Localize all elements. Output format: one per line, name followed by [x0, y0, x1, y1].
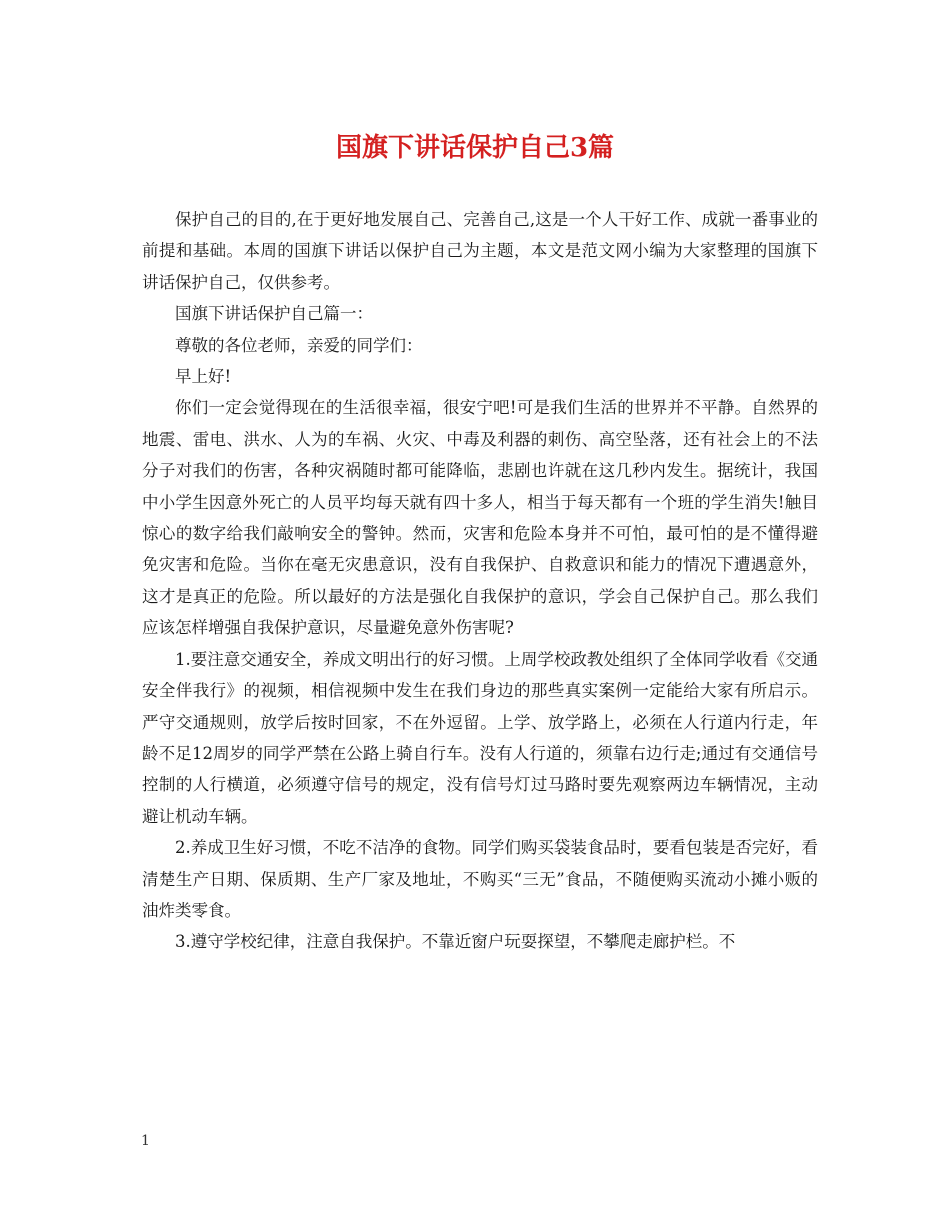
paragraph-intro: 保护自己的目的,在于更好地发展自己、完善自己,这是一个人干好工作、成就一番事业的前提和基础。本周的国旗下讲话以保护自己为主题，本文是范文网小编为大家整理的国旗下讲话保护自己，仅供参考。	[142, 210, 818, 292]
document-body	[142, 204, 818, 958]
paragraph-main: 你们一定会觉得现在的生活很幸福，很安宁吧!可是我们生活的世界并不平静。自然界的地震、雷电、洪水、人为的车祸、火灾、中毒及利器的刺伤、高空坠落，还有社会上的不法分子对我们的伤害，各种灾祸随时都可能降临，悲剧也许就在这几秒内发生。据统计，我国中小学生因意外死亡的人员平均每天就有四十多人，相当于每天都有一个班的学生消失!触目惊心的数字给我们敲响安全的警钟。然而，灾害和危险本身并不可怕，最可怕的是不懂得避免灾害和危险。当你在毫无灾患意识，没有自我保护、自救意识和能力的情况下遭遇意外，这才是真正的危险。所以最好的方法是强化自我保护的意识，学会自己保护自己。那么我们应该怎样增强自我保护意识，尽量避免意外伤害呢?	[142, 398, 818, 638]
paragraph-salutation: 尊敬的各位老师，亲爱的同学们：	[175, 335, 423, 355]
page-number: 1	[141, 1133, 150, 1149]
paragraph-point-2: 2.养成卫生好习惯，不吃不洁净的食物。同学们购买袋装食品时，要看包装是否完好，看清楚生产日期、保质期、生产厂家及地址，不购买“三无”食品，不随便购买流动小摊小贩的油炸类零食。	[142, 838, 818, 920]
paragraph-point-1: 1.要注意交通安全，养成文明出行的好习惯。上周学校政教处组织了全体同学收看《交通安全伴我行》的视频，相信视频中发生在我们身边的那些真实案例一定能给大家有所启示。严守交通规则，放学后按时回家，不在外逗留。上学、放学路上，必须在人行道内行走，年龄不足12周岁的同学严禁在公路上骑自行车。没有人行道的，须靠右边行走;通过有交通信号控制的人行横道，必须遵守信号的规定，没有信号灯过马路时要先观察两边车辆情况，主动避让机动车辆。	[142, 649, 818, 826]
paragraph-section-heading: 国旗下讲话保护自己篇一：	[175, 304, 373, 324]
paragraph-point-3: 3.遵守学校纪律，注意自我保护。不靠近窗户玩耍探望，不攀爬走廊护栏。不	[175, 932, 736, 952]
document-title: 国旗下讲话保护自己3篇	[335, 133, 615, 163]
paragraph-greeting: 早上好!	[175, 367, 232, 387]
